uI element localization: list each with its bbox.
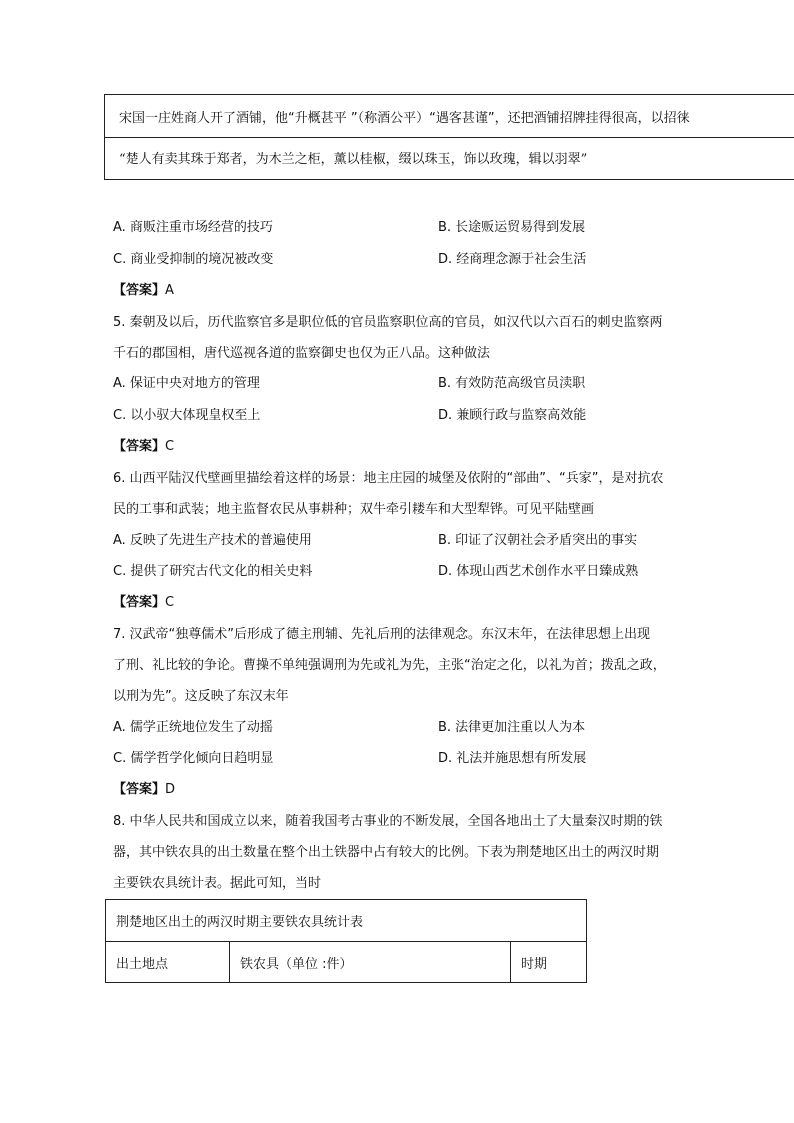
q7-option-c: C. 儒学哲学化倾向日趋明显 — [113, 751, 274, 766]
q8-stem-line: 8. 中华人民共和国成立以来，随着我国考古事业的不断发展，全国各地出土了大量秦汉时期的铁 — [113, 814, 663, 829]
q5-stem-line: 5. 秦朝及以后，历代监察官多是职位低的官员监察职位高的官员，如汉代以六百石的刺史监察两 — [113, 315, 663, 330]
q5-option-a: A. 保证中央对地方的管理 — [113, 376, 260, 391]
quote-row — [105, 95, 794, 138]
header-iron-tools: 铁农具（单位 :件） — [240, 957, 353, 972]
q7-stem-line: 7. 汉武帝“独尊儒术”后形成了德主刑辅、先礼后刑的法律观念。东汉末年，在法律思想上出现 — [113, 627, 651, 642]
q5-option-b: B. 有效防范高级官员渎职 — [438, 376, 586, 391]
q6-option-a: A. 反映了先进生产技术的普遍使用 — [113, 533, 312, 548]
table-title: 荆楚地区出土的两汉时期主要铁农具统计表 — [116, 915, 364, 930]
table-header-row — [106, 942, 586, 982]
table-header-cell — [230, 942, 511, 982]
q5-option-d: D. 兼顾行政与监察高效能 — [438, 408, 587, 423]
q4-option-c: C. 商业受抑制的境况被改变 — [113, 252, 274, 267]
answer-value: C — [165, 439, 175, 454]
q7-stem-line: 以刑为先”。这反映了东汉末年 — [113, 689, 289, 704]
q6-option-b: B. 印证了汉朝社会矛盾突出的事实 — [438, 533, 638, 548]
q4-answer — [113, 281, 174, 301]
answer-value: D — [165, 782, 176, 797]
answer-label: 【答案】 — [113, 782, 166, 797]
quote-row — [105, 138, 794, 180]
table-header-cell — [511, 942, 586, 982]
q8-stem-line: 主要铁农具统计表。据此可知，当时 — [113, 876, 322, 891]
answer-label: 【答案】 — [113, 595, 166, 610]
iron-tools-stats-table — [105, 899, 587, 983]
q6-option-d: D. 体现山西艺术创作水平日臻成熟 — [438, 564, 639, 579]
q7-answer — [113, 780, 175, 800]
q5-stem-line: 千石的郡国相，唐代巡视各道的监察御史也仅为正八品。这种做法 — [113, 346, 491, 361]
q4-option-b: B. 长途贩运贸易得到发展 — [438, 220, 586, 235]
q8-stem-line: 器，其中铁农具的出土数量在整个出土铁器中占有较大的比例。下表为荆楚地区出土的两汉时期 — [113, 845, 660, 860]
q5-option-c: C. 以小驭大体现皇权至上 — [113, 408, 261, 423]
q5-answer — [113, 437, 174, 457]
q4-option-a: A. 商贩注重市场经营的技巧 — [113, 220, 273, 235]
header-period: 时期 — [521, 957, 548, 972]
q7-option-a: A. 儒学正统地位发生了动摇 — [113, 720, 273, 735]
answer-label: 【答案】 — [113, 439, 166, 454]
q6-option-c: C. 提供了研究古代文化的相关史料 — [113, 564, 313, 579]
q7-stem-line: 了刑、礼比较的争论。曹操不单纯强调刑为先或礼为先，主张“治定之化，以礼为首；拨乱之政， — [113, 658, 666, 673]
answer-value: A — [165, 283, 174, 298]
q7-option-b: B. 法律更加注重以人为本 — [438, 720, 586, 735]
header-location: 出土地点 — [116, 957, 169, 972]
table-title-row — [106, 900, 586, 942]
answer-label: 【答案】 — [113, 283, 166, 298]
q7-option-d: D. 礼法并施思想有所发展 — [438, 751, 587, 766]
quote-text: “楚人有卖其珠于郑者，为木兰之柜，薰以桂椒，缀以珠玉，饰以玫瑰，辑以羽翠” — [119, 152, 588, 167]
q6-answer — [113, 593, 174, 613]
source-quote-table — [104, 94, 794, 180]
q6-stem-line: 民的工事和武装；地主监督农民从事耕种；双牛牵引耧车和大型犁铧。可见平陆壁画 — [113, 502, 595, 517]
q6-stem-line: 6. 山西平陆汉代壁画里描绘着这样的场景：地主庄园的城堡及依附的“部曲”、“兵家”，是对抗农 — [113, 471, 664, 486]
answer-value: C — [165, 595, 175, 610]
quote-text: 宋国一庄姓商人开了酒铺，他“升概甚平 ”（称酒公平）“遇客甚谨”，还把酒铺招牌挂得很高，以招徕 — [119, 111, 690, 126]
table-header-cell — [106, 942, 230, 982]
q4-option-d: D. 经商理念源于社会生活 — [438, 252, 587, 267]
